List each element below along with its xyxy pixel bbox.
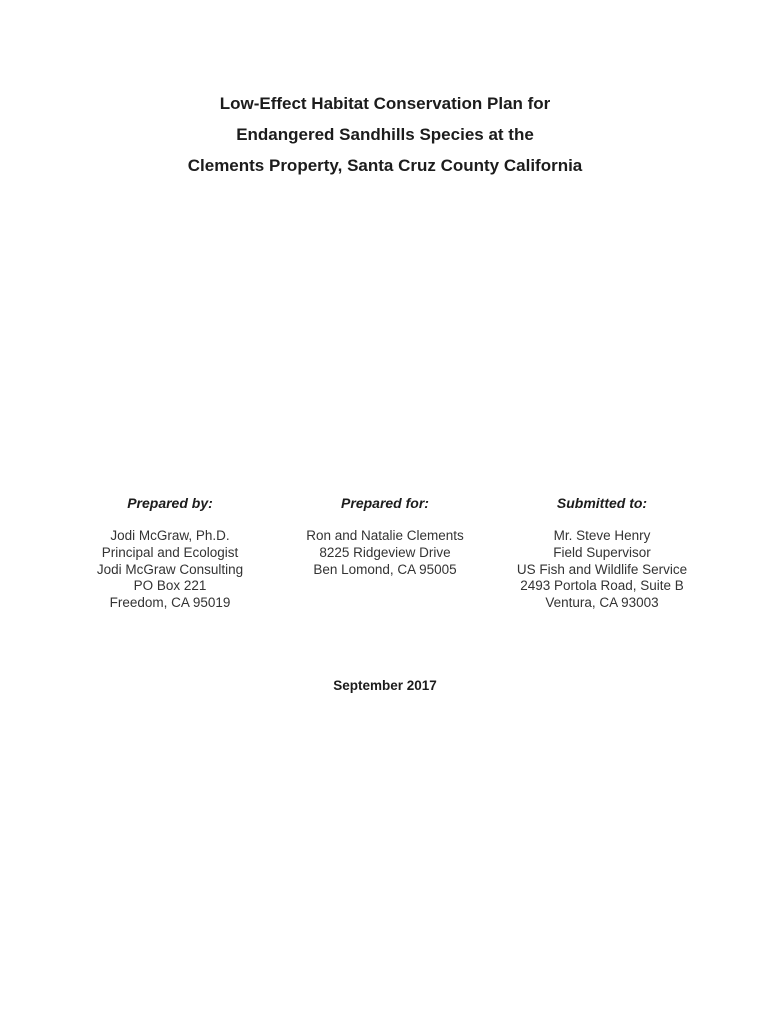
document-title (0, 88, 770, 181)
submitted-to-line: Mr. Steve Henry (553, 528, 651, 543)
submitted-to-line: 2493 Portola Road, Suite B (520, 578, 684, 594)
title-line-2: Endangered Sandhills Species at the (236, 125, 534, 144)
prepared-by-line: Principal and Ecologist (101, 544, 239, 560)
prepared-for-line: 8225 Ridgeview Drive (319, 544, 451, 560)
prepared-for-block (270, 494, 500, 578)
title-line-3: Clements Property, Santa Cruz County California (187, 156, 583, 175)
prepared-for-line: Ron and Natalie Clements (306, 528, 464, 543)
prepared-by-line: PO Box 221 (133, 578, 207, 594)
submitted-to-line: US Fish and Wildlife Service (516, 561, 688, 577)
document-date: September 2017 (333, 678, 437, 693)
prepared-by-line: Jodi McGraw Consulting (96, 561, 244, 577)
prepared-for-heading: Prepared for: (341, 495, 429, 511)
prepared-for-line: Ben Lomond, CA 95005 (313, 561, 457, 577)
prepared-by-line: Jodi McGraw, Ph.D. (110, 528, 230, 543)
title-line-1: Low-Effect Habitat Conservation Plan for (219, 94, 551, 113)
prepared-by-heading: Prepared by: (127, 495, 213, 511)
submitted-to-line: Field Supervisor (553, 544, 651, 560)
prepared-by-block (55, 494, 285, 612)
submitted-to-line: Ventura, CA 93003 (545, 595, 659, 611)
prepared-by-line: Freedom, CA 95019 (109, 595, 231, 611)
submitted-to-block (487, 494, 717, 612)
submitted-to-heading: Submitted to: (556, 495, 648, 511)
